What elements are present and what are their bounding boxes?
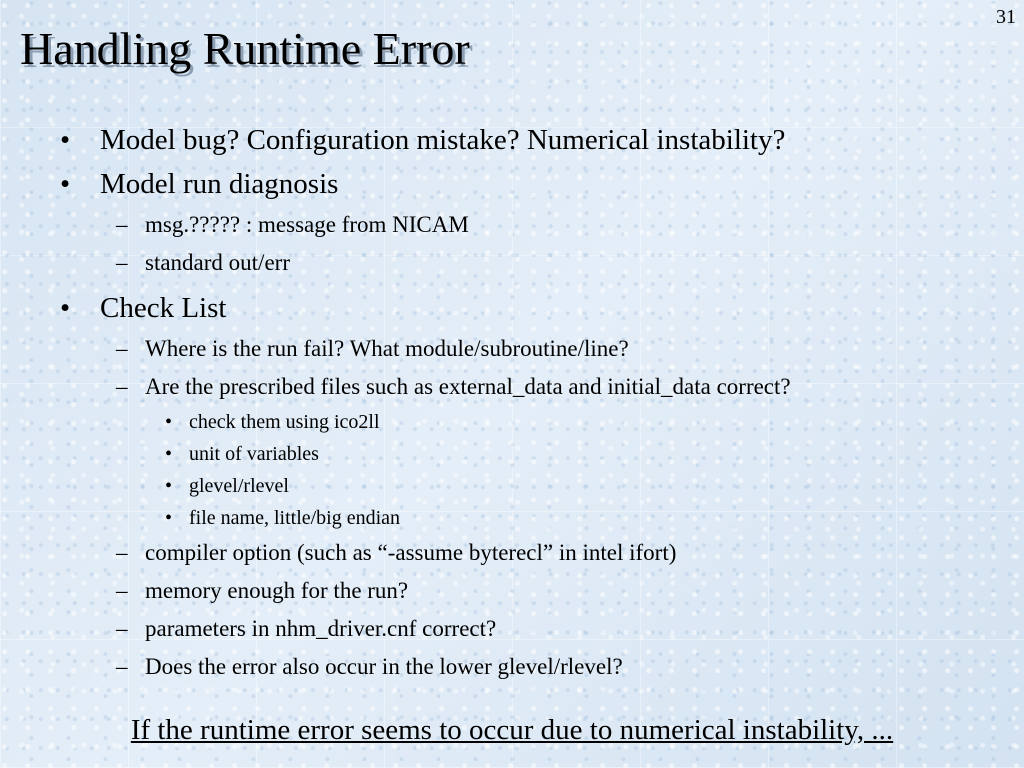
sub-item-text: memory enough for the run?: [145, 578, 409, 603]
page-number: 31: [996, 6, 1016, 28]
sub-item: [0, 206, 1024, 244]
sub-item-text: Where is the run fail? What module/subroutine/line?: [145, 336, 629, 361]
sub-item: [0, 610, 1024, 648]
sub-sub-item-text: file name, little/big endian: [189, 507, 401, 529]
bullet-marker: •: [60, 168, 71, 200]
dash-marker: –: [116, 374, 128, 399]
bullet-marker: •: [165, 443, 173, 465]
sub-item-text: compiler option (such as “-assume byterecl” in intel ifort): [145, 540, 677, 565]
sub-sub-item: [0, 470, 1024, 502]
dash-marker: –: [116, 336, 128, 361]
sub-item-text: standard out/err: [145, 250, 290, 275]
sub-item: [0, 534, 1024, 572]
sub-sub-item: [0, 438, 1024, 470]
dash-marker: –: [116, 616, 128, 641]
bullet-text: Model bug? Configuration mistake? Numerical instability?: [100, 124, 786, 156]
sub-sub-item-text: glevel/rlevel: [189, 475, 289, 497]
sub-item-text: Does the error also occur in the lower glevel/rlevel?: [145, 654, 623, 679]
sub-sub-item: [0, 406, 1024, 438]
sub-item: [0, 572, 1024, 610]
dash-marker: –: [116, 654, 128, 679]
bullet-item: [0, 118, 1024, 162]
sub-sub-item-text: unit of variables: [189, 443, 319, 465]
sub-sub-item-text: check them using ico2ll: [189, 411, 380, 433]
sub-item: [0, 368, 1024, 406]
sub-item-text: parameters in nhm_driver.cnf correct?: [145, 616, 497, 641]
slide-title: Handling Runtime Error: [20, 23, 470, 74]
bullet-marker: •: [165, 475, 173, 497]
bullet-marker: •: [60, 292, 71, 324]
bullet-item: [0, 286, 1024, 330]
dash-marker: –: [116, 212, 128, 237]
sub-item: [0, 330, 1024, 368]
dash-marker: –: [116, 578, 128, 603]
bullet-marker: •: [165, 411, 173, 433]
sub-item: [0, 244, 1024, 282]
bullet-text: Model run diagnosis: [100, 168, 339, 200]
bullet-marker: •: [165, 507, 173, 529]
sub-item: [0, 648, 1024, 686]
dash-marker: –: [116, 540, 128, 565]
bullet-text: Check List: [100, 292, 227, 324]
bullet-marker: •: [60, 124, 71, 156]
bullet-item: [0, 162, 1024, 206]
dash-marker: –: [116, 250, 128, 275]
sub-sub-item: [0, 502, 1024, 534]
sub-item-text: Are the prescribed files such as external_data and initial_data correct?: [145, 374, 791, 399]
bullet-list: [0, 118, 1024, 686]
numerical-instability-link[interactable]: If the runtime error seems to occur due to numerical instability, ...: [130, 714, 894, 746]
sub-item-text: msg.????? : message from NICAM: [145, 212, 469, 237]
